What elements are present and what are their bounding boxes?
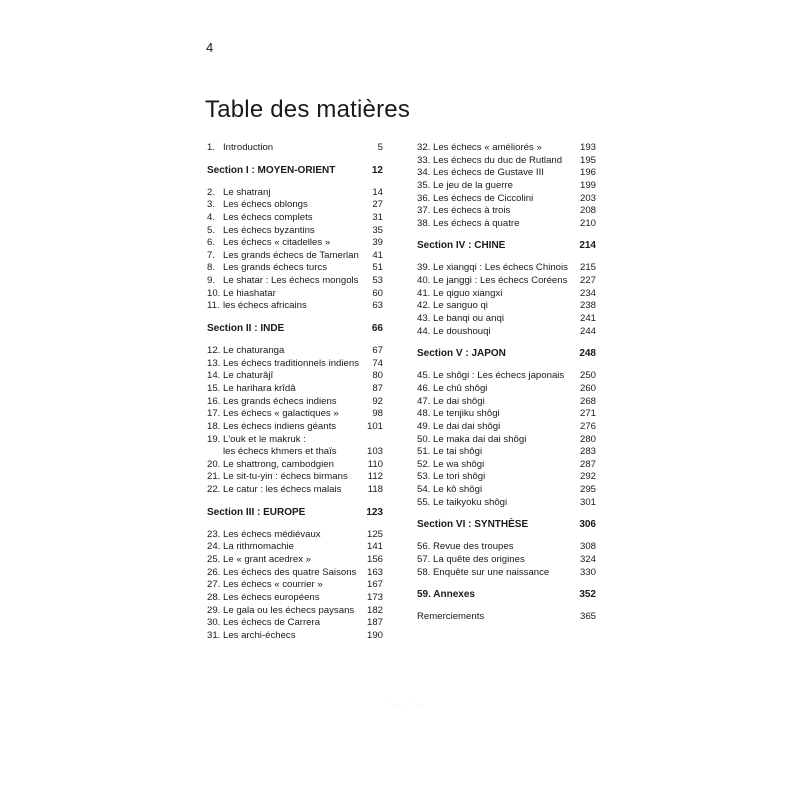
toc-entry: [207, 554, 383, 567]
toc-entry-number: 26.: [207, 566, 221, 578]
toc-page-number: 80: [372, 370, 383, 382]
toc-section-label: 59. Annexes: [417, 589, 475, 601]
spacer: [417, 532, 596, 541]
toc-page-number: 280: [579, 433, 596, 445]
toc-section-heading: [207, 322, 383, 336]
toc-entry: [417, 155, 596, 168]
toc-entry-label: Le janggi : Les échecs Coréens: [433, 275, 568, 287]
toc-entry-number: 15.: [207, 382, 221, 394]
toc-page-number: 324: [579, 554, 596, 566]
toc-right-column: [417, 142, 596, 624]
toc-entry-label: Les échecs « galactiques »: [223, 408, 339, 420]
toc-entry-label: Les échecs oblongs: [223, 199, 308, 211]
toc-entry: [207, 605, 383, 618]
toc-section-label: Section VI : SYNTHÈSE: [417, 519, 529, 531]
toc-entry-number: 46.: [417, 382, 431, 394]
toc-entry-number: 41.: [417, 287, 431, 299]
spacer: [207, 155, 383, 164]
toc-entry-label: Les échecs « citadelles »: [223, 237, 331, 249]
toc-entry-number: 16.: [207, 395, 221, 407]
toc-page-number: 98: [372, 408, 383, 420]
toc-entry: [417, 262, 596, 275]
toc-entry-label: Le doushouqi: [433, 325, 491, 337]
toc-entry-number: 1.: [207, 142, 216, 153]
toc-entry-number: 48.: [417, 408, 431, 420]
toc-entry: [417, 275, 596, 288]
toc-page-number: 63: [372, 300, 383, 312]
toc-page-number: 103: [366, 446, 383, 458]
toc-entry-label: Le taikyoku shôgi: [433, 496, 508, 508]
toc-entry-label: Le chû shôgi: [433, 382, 488, 394]
toc-entry: [207, 567, 383, 580]
toc-entry: [207, 250, 383, 263]
toc-entry-label: Le maka dai dai shôgi: [433, 433, 527, 445]
toc-entry: [207, 237, 383, 250]
toc-entry-label: Revue des troupes: [433, 541, 514, 553]
toc-entry-label: Le shatar : Les échecs mongols: [223, 275, 359, 287]
toc-entry: [417, 446, 596, 459]
toc-section-heading: [417, 588, 596, 602]
toc-entry-number: 24.: [207, 541, 221, 553]
toc-entry-label: Le shattrong, cambodgien: [223, 458, 334, 470]
toc-section-label: Section IV : CHINE: [417, 240, 506, 252]
toc-section-heading: [207, 506, 383, 520]
toc-page-number: 173: [366, 591, 383, 603]
toc-entry-number: 2.: [207, 186, 216, 198]
toc-left-column: [207, 142, 383, 643]
toc-entry-label: La quête des origines: [433, 554, 525, 566]
toc-page-number: 287: [579, 458, 596, 470]
toc-entry-label: Les grands échecs de Tamerlan: [223, 249, 359, 261]
toc-page-number: 195: [579, 154, 596, 166]
toc-page-number: 208: [579, 205, 596, 217]
toc-page-number: 199: [579, 179, 596, 191]
toc-page-number: 227: [579, 275, 596, 287]
toc-entry: [417, 484, 596, 497]
toc-entry-label: [223, 434, 363, 459]
toc-page-number: 101: [366, 420, 383, 432]
toc-entry-label: Le wa shôgi: [433, 458, 485, 470]
toc-entry-number: 22.: [207, 484, 221, 496]
toc-entry: [207, 579, 383, 592]
toc-page-number: 14: [372, 186, 383, 198]
toc-page-number: 283: [579, 446, 596, 458]
toc-entry-number: 31.: [207, 629, 221, 641]
toc-page-number: 214: [579, 240, 596, 252]
toc-entry: [417, 541, 596, 554]
toc-entry: [417, 218, 596, 231]
toc-entry-label: Les échecs de Gustave III: [433, 167, 544, 179]
toc-page-number: 118: [367, 484, 383, 496]
toc-page-number: 203: [579, 192, 596, 204]
toc-entry: [417, 193, 596, 206]
toc-page-number: 67: [372, 345, 383, 357]
spacer: [207, 313, 383, 322]
toc-page-number: 260: [579, 382, 596, 394]
toc-entry-number: 28.: [207, 591, 221, 603]
toc-entry-number: 55.: [417, 496, 431, 508]
toc-entry-label: Les échecs « courrier »: [223, 579, 323, 591]
toc-page-number: 125: [366, 528, 383, 540]
spacer: [207, 497, 383, 506]
toc-plain-entry: [417, 611, 596, 624]
toc-entry-number: 4.: [207, 211, 216, 223]
toc-entry-label: Enquête sur une naissance: [433, 566, 550, 578]
toc-entry-number: 56.: [417, 541, 431, 553]
toc-entry-number: 47.: [417, 395, 431, 407]
toc-entry: [207, 300, 383, 313]
toc-page-number: 39: [372, 237, 383, 249]
toc-entry: [417, 180, 596, 193]
toc-entry-number: 54.: [417, 484, 431, 496]
toc-entry-number: 36.: [417, 192, 431, 204]
toc-page-number: 210: [579, 217, 596, 229]
toc-entry-number: 50.: [417, 433, 431, 445]
toc-entry-number: 42.: [417, 300, 431, 312]
toc-entry: [207, 408, 383, 421]
toc-entry: [207, 592, 383, 605]
toc-entry-number: 37.: [417, 205, 431, 217]
toc-section-label: Section III : EUROPE: [207, 506, 306, 518]
toc-entry-number: 21.: [207, 471, 221, 483]
spacer: [417, 602, 596, 611]
toc-entry-number: 30.: [207, 617, 221, 629]
toc-page-number: 92: [372, 395, 383, 407]
toc-section-label: Section II : INDE: [207, 323, 285, 335]
toc-entry-number: 3.: [207, 199, 216, 211]
toc-page-number: 193: [579, 142, 596, 153]
toc-entry-number: 57.: [417, 554, 431, 566]
toc-entry: [417, 288, 596, 301]
toc-entry-label: Les échecs à trois: [433, 205, 511, 217]
toc-page-number: 196: [579, 167, 596, 179]
toc-section-heading: [417, 347, 596, 361]
toc-entry-label: Remerciements: [417, 611, 485, 623]
toc-entry: [207, 370, 383, 383]
toc-entry-number: 53.: [417, 471, 431, 483]
toc-entry-label-line1: L'ouk et le makruk :: [223, 433, 306, 445]
toc-entry-label: Le hiashatar: [223, 287, 276, 299]
toc-entry-number: 20.: [207, 458, 221, 470]
toc-entry: [207, 383, 383, 396]
toc-entry-label: Les échecs à quatre: [433, 217, 520, 229]
toc-page-number: 123: [366, 506, 383, 518]
toc-entry: [207, 225, 383, 238]
toc-entry: [207, 459, 383, 472]
toc-entry-number: 45.: [417, 370, 431, 382]
page-title: Table des matières: [205, 96, 411, 123]
toc-entry-label: Les échecs des quatre Saisons: [223, 566, 357, 578]
toc-page-number: 35: [372, 224, 383, 236]
toc-page-number: 330: [579, 566, 596, 578]
toc-entry-label: Le shôgi : Les échecs japonais: [433, 370, 565, 382]
toc-entry: [207, 262, 383, 275]
toc-entry: [207, 541, 383, 554]
toc-entry: [417, 497, 596, 510]
toc-entry-label: Les échecs du duc de Rutland: [433, 154, 563, 166]
toc-entry: [417, 300, 596, 313]
toc-section-heading: [417, 239, 596, 253]
toc-page-number: 167: [366, 579, 383, 591]
faint-ornament: · ‥ · ‥: [386, 698, 426, 708]
toc-entry-label-line2: les échecs khmers et thaïs: [223, 446, 337, 458]
toc-entry-number: 33.: [417, 154, 431, 166]
toc-entry: [207, 212, 383, 225]
toc-entry-label: Le xiangqi : Les échecs Chinois: [433, 262, 568, 274]
toc-entry-label: Les archi-échecs: [223, 629, 296, 641]
toc-page-number: 53: [372, 275, 383, 287]
toc-page-number: 244: [579, 325, 596, 337]
toc-page-number: 60: [372, 287, 383, 299]
toc-entry: [207, 630, 383, 643]
toc-page-number: 248: [579, 348, 596, 360]
toc-entry: [417, 554, 596, 567]
toc-entry-number: 19.: [207, 433, 221, 445]
toc-entry-number: 27.: [207, 579, 221, 591]
spacer: [417, 230, 596, 239]
toc-entry-label: Les échecs indiens géants: [223, 420, 337, 432]
toc-entry: [207, 421, 383, 434]
toc-entry-label: Le tenjiku shôgi: [433, 408, 500, 420]
toc-entry-label: les échecs africains: [223, 300, 307, 312]
toc-section-label: Section V : JAPON: [417, 348, 506, 360]
toc-entry-label: Le chaturanga: [223, 345, 285, 357]
toc-entry-label: Le dai dai shôgi: [433, 420, 501, 432]
toc-entry: [207, 199, 383, 212]
toc-entry-number: 58.: [417, 566, 431, 578]
toc-entry-label: Le tori shôgi: [433, 471, 486, 483]
toc-page-number: 112: [367, 471, 383, 483]
toc-entry: [417, 408, 596, 421]
toc-entry-number: 18.: [207, 420, 221, 432]
toc-entry-number: 11.: [207, 300, 220, 312]
toc-page-number: 156: [366, 554, 383, 566]
toc-page-number: 190: [366, 629, 383, 641]
toc-page-number: 306: [579, 519, 596, 531]
toc-page-number: 182: [366, 604, 383, 616]
toc-entry-number: 40.: [417, 275, 431, 287]
toc-entry-number: 13.: [207, 357, 221, 369]
toc-entry-number: 52.: [417, 458, 431, 470]
spacer: [417, 253, 596, 262]
toc-entry-label: Les échecs médiévaux: [223, 528, 321, 540]
toc-page-number: 12: [371, 164, 383, 176]
spacer: [417, 361, 596, 370]
toc-entry-label: Le catur : les échecs malais: [223, 484, 342, 496]
toc-entry-label: Introduction: [223, 142, 274, 153]
toc-entry-label: Le jeu de la guerre: [433, 179, 514, 191]
toc-page-number: 250: [579, 370, 596, 382]
toc-entry-label: Le chaturâjî: [223, 370, 274, 382]
toc-entry-label: Les échecs de Ciccolini: [433, 192, 534, 204]
toc-page-number: 241: [579, 313, 596, 325]
toc-entry: [417, 567, 596, 580]
spacer: [417, 509, 596, 518]
toc-entry-number: 51.: [417, 446, 431, 458]
toc-page-number: 110: [367, 458, 383, 470]
spacer: [207, 520, 383, 529]
toc-entry-label: Le dai shôgi: [433, 395, 485, 407]
toc-entry-number: 14.: [207, 370, 221, 382]
toc-entry-number: 43.: [417, 313, 431, 325]
toc-entry: [207, 142, 383, 155]
toc-entry-label: Les échecs byzantins: [223, 224, 315, 236]
toc-entry: [417, 421, 596, 434]
toc-page-number: 238: [579, 300, 596, 312]
toc-entry-number: 38.: [417, 217, 431, 229]
toc-entry: [417, 370, 596, 383]
toc-page-number: 276: [579, 420, 596, 432]
toc-section-heading: [417, 518, 596, 532]
toc-entry: [207, 484, 383, 497]
toc-entry: [207, 617, 383, 630]
toc-page-number: 308: [579, 541, 596, 553]
toc-entry-number: 29.: [207, 604, 221, 616]
toc-page-number: 163: [366, 566, 383, 578]
toc-entry-number: 5.: [207, 224, 216, 236]
toc-page-number: 51: [372, 262, 383, 274]
toc-entry: [417, 205, 596, 218]
toc-entry-label: Le sanguo qi: [433, 300, 488, 312]
toc-section-heading: [207, 164, 383, 178]
toc-entry-number: 8.: [207, 262, 216, 274]
toc-entry-label: Le qiguo xiangxi: [433, 287, 503, 299]
toc-entry-number: 49.: [417, 420, 431, 432]
toc-entry-label: Le banqi ou anqi: [433, 313, 504, 325]
toc-entry-number: 6.: [207, 237, 216, 249]
toc-entry-number: 32.: [417, 142, 431, 153]
toc-entry: [417, 471, 596, 484]
toc-entry-label: Les échecs complets: [223, 211, 313, 223]
page-number: 4: [206, 40, 214, 55]
toc-page-number: 41: [372, 249, 383, 261]
spacer: [417, 338, 596, 347]
toc-entry-number: 17.: [207, 408, 221, 420]
toc-entry: [207, 275, 383, 288]
spacer: [207, 336, 383, 345]
toc-entry-number: 34.: [417, 167, 431, 179]
toc-entry: [417, 167, 596, 180]
toc-page-number: 215: [579, 262, 596, 274]
toc-page-number: 66: [371, 323, 383, 335]
toc-entry-number: 35.: [417, 179, 431, 191]
toc-entry: [417, 142, 596, 155]
toc-entry: [417, 383, 596, 396]
toc-page-number: 141: [366, 541, 383, 553]
spacer: [417, 579, 596, 588]
toc-page-number: 234: [579, 287, 596, 299]
toc-page-number: 295: [579, 484, 596, 496]
toc-entry: [207, 345, 383, 358]
toc-page-number: 352: [579, 589, 596, 601]
toc-entry-label: Les échecs traditionnels indiens: [223, 357, 359, 369]
toc-page-number: 268: [579, 395, 596, 407]
toc-entry: [417, 396, 596, 409]
spacer: [207, 178, 383, 187]
toc-entry: [207, 396, 383, 409]
toc-entry: [417, 326, 596, 339]
toc-entry-label: Le sit-tu-yin : échecs birmans: [223, 471, 348, 483]
toc-page-number: 74: [372, 357, 383, 369]
toc-page-number: 365: [579, 611, 596, 623]
toc-entry-label: Les échecs européens: [223, 591, 320, 603]
toc-entry-number: 12.: [207, 345, 221, 357]
toc-page-number: 31: [372, 211, 383, 223]
toc-entry: [207, 434, 383, 459]
toc-page-number: 271: [579, 408, 596, 420]
toc-entry-label: Les échecs de Carrera: [223, 617, 321, 629]
toc-entry-label: Le tai shôgi: [433, 446, 483, 458]
toc-entry-number: 9.: [207, 275, 216, 287]
toc-entry-number: 23.: [207, 528, 221, 540]
toc-entry: [417, 434, 596, 447]
toc-entry-number: 10.: [207, 287, 221, 299]
toc-page-number: 87: [372, 382, 383, 394]
toc-entry: [417, 313, 596, 326]
toc-entry: [207, 471, 383, 484]
toc-page-number: 187: [366, 617, 383, 629]
toc-page-number: 27: [372, 199, 383, 211]
toc-entry: [207, 288, 383, 301]
toc-page-number: 5: [377, 142, 383, 153]
toc-entry-number: 44.: [417, 325, 431, 337]
toc-entry-label: Le harihara krîdâ: [223, 382, 296, 394]
toc-entry-label: Les grands échecs turcs: [223, 262, 327, 274]
toc-entry-label: Les grands échecs indiens: [223, 395, 337, 407]
toc-entry: [417, 459, 596, 472]
toc-page-number: 301: [579, 496, 596, 508]
toc-entry-number: 39.: [417, 262, 431, 274]
toc-entry: [207, 529, 383, 542]
toc-entry-number: 7.: [207, 249, 216, 261]
toc-entry-label: La rithmomachie: [223, 541, 294, 553]
toc-page-number: 292: [579, 471, 596, 483]
toc-entry-label: Le shatranj: [223, 186, 271, 198]
toc-section-label: Section I : MOYEN-ORIENT: [207, 164, 336, 176]
toc-entry: [207, 358, 383, 371]
toc-entry-number: 25.: [207, 554, 221, 566]
toc-entry-label: Les échecs « améliorés »: [433, 142, 542, 153]
toc-entry-label: Le kô shôgi: [433, 484, 483, 496]
toc-entry-label: Le « grant acedrex »: [223, 554, 312, 566]
toc-entry: [207, 187, 383, 200]
toc-entry-label: Le gala ou les échecs paysans: [223, 604, 355, 616]
